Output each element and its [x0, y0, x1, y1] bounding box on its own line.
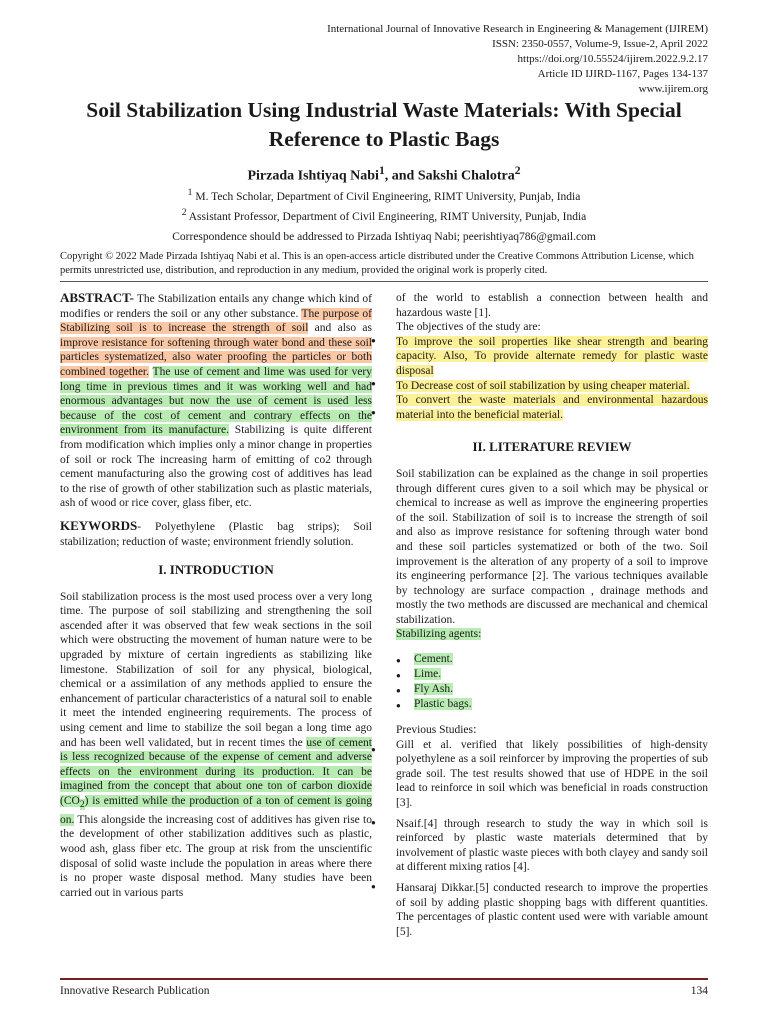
list-item	[396, 652, 708, 667]
literature-paragraph: Soil stabilization can be explained as the change in soil properties through different cures given to a soil which may be physical or chemical to increase as well as improve the engineering properties of the soil. Stabilization of soil is to increase the strength of soil and also as improve resistance for softening through water bond and these soil particles systematized or both of the two. Soil improvement is the alteration of any property of a soil to improve its engineering performance [2]. The various techniques available by technology are surface compaction , drainage methods and mostly the two methods are discussed are mechanical and chemical stabilization.	[396, 467, 708, 626]
objective-3-text: To convert the waste materials and environmental hazardous material into the beneficial material.	[396, 394, 708, 421]
intro-text: This alongside the increasing cost of additives has given rise to the development of other stabilization additives such as plastic, wood ash, glass fiber etc. The group at risk from the unscientific disposal of solid waste include the population in areas where there is no proper waste disposal method. Many studies have been carried out in various parts	[60, 813, 372, 899]
objectives-intro: The objectives of the study are:	[396, 321, 541, 334]
footer-rule	[60, 978, 708, 980]
header-divider	[60, 281, 708, 282]
objective-1	[396, 335, 708, 379]
affiliations	[0, 185, 768, 225]
copyright-notice: Copyright © 2022 Made Pirzada Ishtiyaq Nabi et al. This is an open-access article distributed under the Creative Commons Attribution License, which permits unrestricted use, distribution, and reproduction in any medium, provided the original work is properly cited.	[60, 251, 694, 276]
bullet-glyph: ●	[371, 408, 376, 417]
intro-highlight: use of cement is less recognized because of the expense of cement and adverse effects on the environment during its production. It can be imagined from the concept that about one ton of carbon dioxide (CO	[60, 736, 372, 807]
author-separator: , and	[384, 168, 418, 184]
bullet-glyph: ●	[371, 336, 376, 345]
author-2-mark: 2	[514, 164, 521, 177]
article-id: Article ID IJIRD-1167, Pages 134-137	[537, 68, 708, 80]
journal-issn: ISSN: 2350-0557, Volume-9, Issue-2, April 2022	[492, 38, 708, 50]
literature-heading: II. LITERATURE REVIEW	[472, 439, 632, 455]
page-footer	[60, 985, 708, 997]
keywords-label: KEYWORDS	[60, 517, 138, 533]
continued-paragraph: of the world to establish a connection between health and hazardous waste [1].	[396, 292, 708, 319]
intro-highlight: ) is emitted while the production of a ton of cement is going on.	[60, 795, 372, 826]
intro-text: Soil stabilization process is the most used process over a very long time. The purpose of soil stabilizing and strengthening the soil ascended after it was observed that few weak sections in the soil which were obstructing the movement of human nature were to be upgraded by mixture of certain ingredients as stabilizing like limestone. Stabilization of soil for any physical, biological, chemical or a assimilation of any methods applied to ensure the enhancement of particular characteristics of a natural soil to enable it meet the intended engineering requirements. The process of using cement and lime to stabilize the soil began a long time ago and has been well validated, but in recent times the	[60, 590, 372, 749]
agents-label	[396, 627, 708, 642]
author-1-mark: 1	[378, 164, 385, 177]
affiliation-2-mark: 2	[181, 206, 187, 218]
abstract	[60, 291, 372, 511]
abstract-highlight-2: improve resistance for softening through water bond and these soil particles systematized, also water proofing the particles or both combined together.	[60, 336, 372, 378]
right-column	[396, 291, 708, 939]
agent-cement: Cement.	[414, 653, 453, 666]
objective-3	[396, 393, 708, 422]
previous-studies-label	[396, 722, 708, 738]
agent-fly-ash: Fly Ash.	[414, 683, 453, 696]
agent-lime: Lime.	[414, 668, 442, 681]
list-item	[396, 667, 708, 682]
left-column	[60, 291, 372, 900]
objective-2	[396, 379, 708, 394]
affiliation-1-mark: 1	[187, 187, 193, 198]
list-item	[396, 682, 708, 697]
author-1: Pirzada Ishtiyaq Nabi	[247, 168, 379, 184]
abstract-label: ABSTRACT-	[60, 290, 134, 305]
bullet-glyph: ●	[371, 745, 376, 754]
bullet-glyph: ●	[371, 818, 376, 827]
study-nsaif: Nsaif.[4] through research to study the way in which soil is reinforced by plastic waste materials determined that by involvement of plastic waste pieces with both clayey and sandy soil at different mixing ratios [4].	[396, 817, 708, 874]
keywords-text: - Polyethylene (Plastic bag strips); Soil stabilization; reduction of waste; environment friendly solution.	[60, 520, 372, 548]
author-2: Sakshi Chalotra	[417, 168, 515, 184]
abstract-text: Stabilizing is quite different from modification which implies only a minor change in properties of soil or rock The increasing harm of emitting of co2 through cement manufacturing also the growing cost of additives has lead to the rise of growth of other stabilization such as plastic materials, ash of wood or rice cover, glass fiber, etc.	[60, 424, 372, 510]
intro-heading: I. INTRODUCTION	[158, 562, 274, 578]
title-line-2: Reference to Plastic Bags	[268, 127, 500, 151]
abstract-text: and also as	[308, 322, 372, 335]
abstract-text: The Stabilization entails any change which kind of modifies or renders the soil or any other substance.	[60, 293, 372, 320]
keywords	[60, 519, 372, 549]
journal-doi[interactable]: https://doi.org/10.55524/ijirem.2022.9.2.17	[517, 53, 708, 65]
bullet-glyph: ●	[371, 882, 376, 891]
abstract-highlight-1: The purpose of Stabilizing soil is to increase the strength of soil	[60, 307, 372, 335]
affiliation-1	[0, 185, 768, 205]
journal-header	[327, 22, 708, 97]
bullet-glyph: ●	[371, 379, 376, 388]
affiliation-2	[0, 205, 768, 225]
agents-list	[396, 652, 708, 712]
journal-name: International Journal of Innovative Research in Engineering & Management (IJIREM)	[327, 23, 708, 35]
previous-studies-colon: :	[473, 721, 477, 737]
page-number: 134	[690, 985, 708, 997]
intro-paragraph	[60, 590, 372, 901]
list-item	[396, 697, 708, 712]
journal-website[interactable]: www.ijirem.org	[638, 83, 708, 95]
footer-publisher: Innovative Research Publication	[60, 985, 210, 997]
agents-label-text: Stabilizing agents:	[396, 628, 482, 641]
abstract-highlight-3: The use of cement and lime was used for very long time in previous times and it was working well and had enormous advantages but now the use of cement is used less because of the cost of cement and contrary effects on the environment from its manufacture.	[60, 365, 372, 437]
correspondence: Correspondence should be addressed to Pirzada Ishtiyaq Nabi; peerishtiyaq786@gmail.com	[172, 231, 596, 243]
study-gill: Gill et al. verified that likely possibilities of high-density polyethylene as a soil reinforcer by improving the properties of sub grade soil. The test results showed that use of HDPE in the soil lead to reinforce in soil which was beneficial in roads construction [3].	[396, 738, 708, 810]
study-dikkar: Hansaraj Dikkar.[5] conducted research to improve the properties of soil by adding plastic shopping bags with different quantities. The percentages of plastic content used were with variable amount [5].	[396, 882, 708, 938]
paper-title	[40, 96, 728, 154]
agent-plastic-bags: Plastic bags.	[414, 698, 472, 711]
previous-studies-text: Previous Studies	[396, 724, 473, 737]
objective-1-text: To improve the soil properties like shear strength and bearing capacity. Also, To provide alternate remedy for plastic waste disposal	[396, 335, 708, 377]
affiliation-1-text: M. Tech Scholar, Department of Civil Engineering, RIMT University, Punjab, India	[192, 190, 581, 203]
title-line-1: Soil Stabilization Using Industrial Waste Materials: With Special	[86, 98, 682, 122]
intro-subscript: 2	[79, 799, 85, 811]
objective-2-text: To Decrease cost of soil stabilization by using cheaper material.	[396, 379, 690, 392]
author-list	[0, 164, 768, 185]
affiliation-2-text: Assistant Professor, Department of Civil Engineering, RIMT University, Punjab, India	[186, 210, 587, 223]
